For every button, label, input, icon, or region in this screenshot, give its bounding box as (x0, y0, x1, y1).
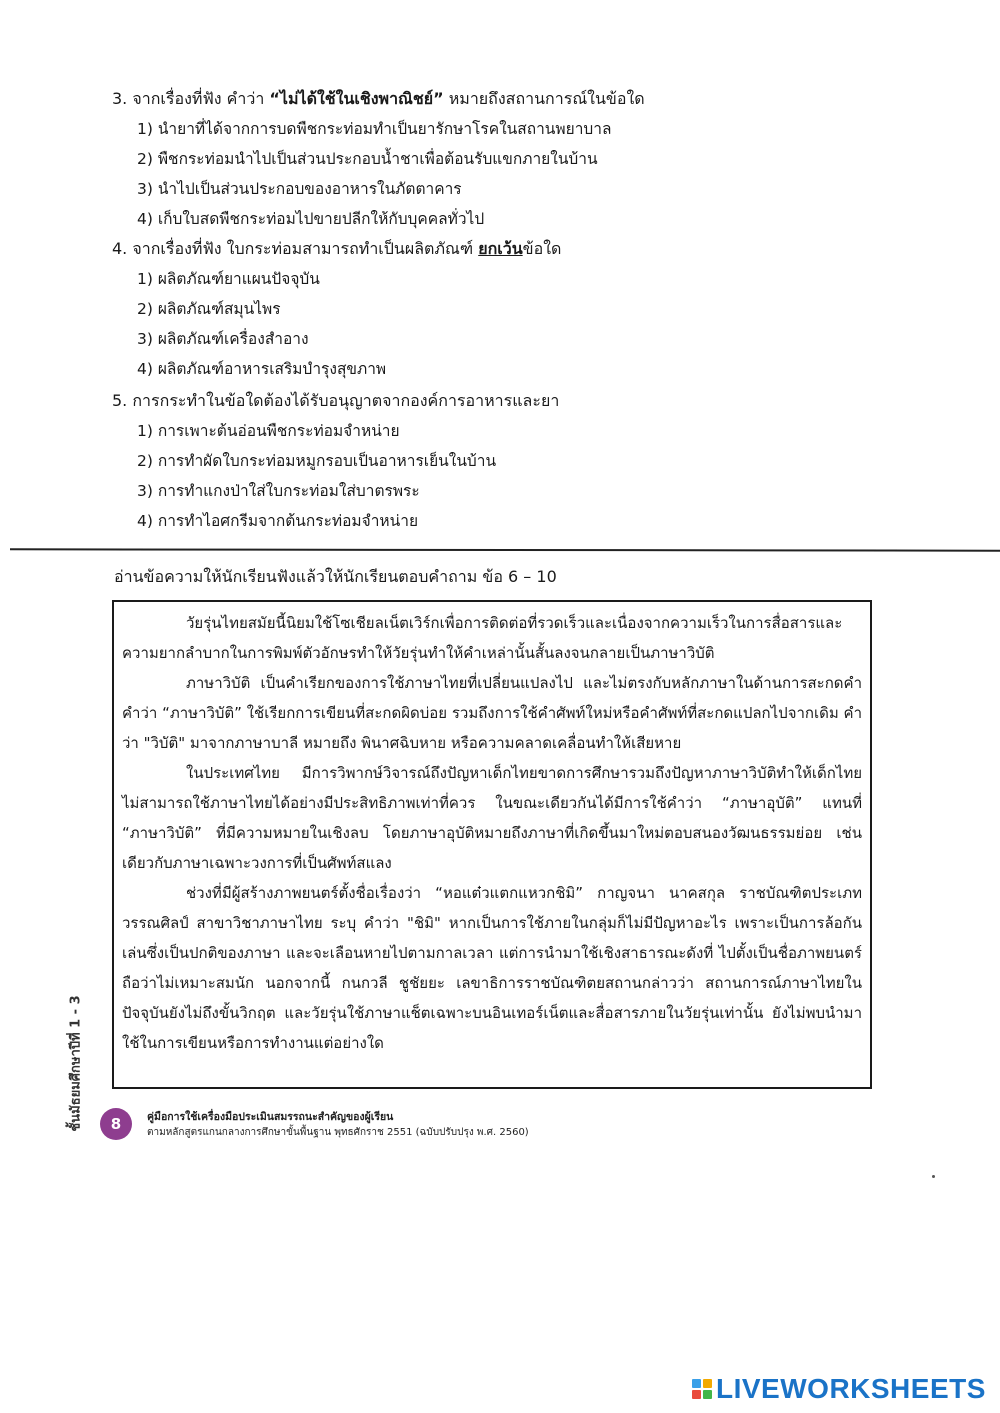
question-4-option-2[interactable]: 2) ผลิตภัณฑ์สมุนไพร (137, 300, 281, 318)
question-5-stem: 5. การกระทำในข้อใดต้องได้รับอนุญาตจากองค์การอาหารและยา (112, 391, 560, 410)
question-3-option-2[interactable]: 2) พืชกระท่อมนำไปเป็นส่วนประกอบน้ำชาเพื่อต้อนรับแขกภายในบ้าน (137, 150, 598, 168)
question-3-option-1[interactable]: 1) นำยาที่ได้จากการบดพืชกระท่อมทำเป็นยารักษาโรคในสถานพยาบาล (137, 120, 612, 138)
scan-speck (932, 1175, 935, 1178)
instruction-text: อ่านข้อความให้นักเรียนฟังแล้วให้นักเรียนตอบคำถาม ข้อ 6 – 10 (114, 567, 557, 586)
logo-square-4 (703, 1390, 712, 1399)
liveworksheets-logo-icon (692, 1379, 712, 1399)
question-5-option-4[interactable]: 4) การทำไอศกรีมจากต้นกระท่อมจำหน่าย (137, 512, 419, 530)
question-5-option-1[interactable]: 1) การเพาะต้นอ่อนพืชกระท่อมจำหน่าย (137, 422, 400, 440)
passage-paragraph-3: ในประเทศไทย มีการวิพากษ์วิจารณ์ถึงปัญหาเด็กไทยขาดการศึกษารวมถึงปัญหาภาษาวิบัติทำให้เด็กไทย ไม่สามารถใช้ภาษาไทยได้อย่างมีประสิทธิภาพเท่าที่ควร ในขณะเดียวกันได้มีการใช้คำว่า “ภาษาอุบัติ” แทนที่ “ภาษาวิบัติ” ที่มีความหมายในเชิงลบ โดยภาษาอุบัติหมายถึงภาษาที่เกิดขึ้นมาใหม่ตอบสนองวัฒนธรรมย่อย เช่นเดียวกับภาษาเฉพาะวงการที่เป็นศัพท์สแลง (122, 764, 862, 872)
question-5-option-2[interactable]: 2) การทำผัดใบกระท่อมหมูกรอบเป็นอาหารเย็นในบ้าน (137, 452, 497, 470)
passage-paragraph-2: ภาษาวิบัติ เป็นคำเรียกของการใช้ภาษาไทยที่เปลี่ยนแปลงไป และไม่ตรงกับหลักภาษาในด้านการสะกดคำ คำว่า “ภาษาวิบัติ” ใช้เรียกการเขียนที่สะกดผิดบ่อย รวมถึงการใช้คำศัพท์ใหม่หรือคำศัพท์ที่สะกดแปลกไปจากเดิม คำว่า "วิบัติ" มาจากภาษาบาลี หมายถึง พินาศฉิบหาย หรือความคลาดเคลื่อนทำให้เสียหาย (122, 674, 862, 752)
grade-level-sidebar: ชั้นมัธยมศึกษาปีที่ 1 - 3 (68, 994, 84, 1132)
logo-square-3 (692, 1390, 701, 1399)
liveworksheets-brand (692, 1374, 986, 1404)
passage-paragraph-1: วัยรุ่นไทยสมัยนี้นิยมใช้โซเชียลเน็ตเวิร์กเพื่อการติดต่อที่รวดเร็วและเนื่องจากความเร็วในการสื่อสารและความยากลำบากในการพิมพ์ตัวอักษรทำให้วัยรุ่นทำให้คำเหล่านั้นสั้นลงจนกลายเป็นภาษาวิบัติ (122, 614, 843, 662)
question-4-option-1[interactable]: 1) ผลิตภัณฑ์ยาแผนปัจจุบัน (137, 270, 320, 288)
logo-square-2 (703, 1379, 712, 1388)
reading-passage-box (112, 600, 872, 1089)
question-4-stem: 4. จากเรื่องที่ฟัง ใบกระท่อมสามารถทำเป็นผลิตภัณฑ์ ยกเว้นข้อใด (112, 239, 562, 258)
question-3-option-3[interactable]: 3) นำไปเป็นส่วนประกอบของอาหารในภัตตาคาร (137, 180, 462, 198)
passage-paragraph-4: ช่วงที่มีผู้สร้างภาพยนตร์ตั้งชื่อเรื่องว่า “หอแต๋วแตกแหวกชิมิ” กาญจนา นาคสกุล ราชบัณฑิตประเภทวรรณศิลป์ สาขาวิชาภาษาไทย ระบุ คำว่า "ชิมิ" หากเป็นการใช้ภายในกลุ่มก็ไม่มีปัญหาอะไร เพราะเป็นการล้อกันเล่นซึ่งเป็นปกติของภาษา และจะเลือนหายไปตามกาลเวลา แต่การนำมาใช้เชิงสาธารณะดังที่ ไปตั้งเป็นชื่อภาพยนตร์ ถือว่าไม่เหมาะสมนัก นอกจากนี้ กนกวลี ชูชัยยะ เลขาธิการราชบัณฑิตยสถานกล่าวว่า สถานการณ์ภาษาไทยในปัจจุบันยังไม่ถึงขั้นวิกฤต และวัยรุ่นใช้ภาษาแช็ตเฉพาะบนอินเทอร์เน็ตและสื่อสารภายในวัยรุ่นเท่านั้น ยังไม่พบนำมาใช้ในการเขียนหรือการทำงานแต่อย่างใด (122, 884, 862, 1052)
question-5-option-3[interactable]: 3) การทำแกงป่าใส่ใบกระท่อมใส่บาตรพระ (137, 482, 420, 500)
logo-square-1 (692, 1379, 701, 1388)
question-3-stem: 3. จากเรื่องที่ฟัง คำว่า “ไม่ได้ใช้ในเชิงพาณิชย์” หมายถึงสถานการณ์ในข้อใด (112, 89, 645, 108)
section-divider (10, 548, 1000, 551)
question-3-option-4[interactable]: 4) เก็บใบสดพืชกระท่อมไปขายปลีกให้กับบุคคลทั่วไป (137, 210, 485, 228)
footer-subtitle: ตามหลักสูตรแกนกลางการศึกษาขั้นพื้นฐาน พุทธศักราช 2551 (ฉบับปรับปรุง พ.ศ. 2560) (147, 1127, 529, 1138)
question-4-option-3[interactable]: 3) ผลิตภัณฑ์เครื่องสำอาง (137, 330, 309, 348)
liveworksheets-wordmark: LIVEWORKSHEETS (716, 1373, 986, 1404)
question-4-option-4[interactable]: 4) ผลิตภัณฑ์อาหารเสริมบำรุงสุขภาพ (137, 360, 387, 378)
footer-title: คู่มือการใช้เครื่องมือประเมินสมรรถนะสำคัญของผู้เรียน (147, 1111, 394, 1123)
page-number-badge: 8 (100, 1108, 132, 1140)
